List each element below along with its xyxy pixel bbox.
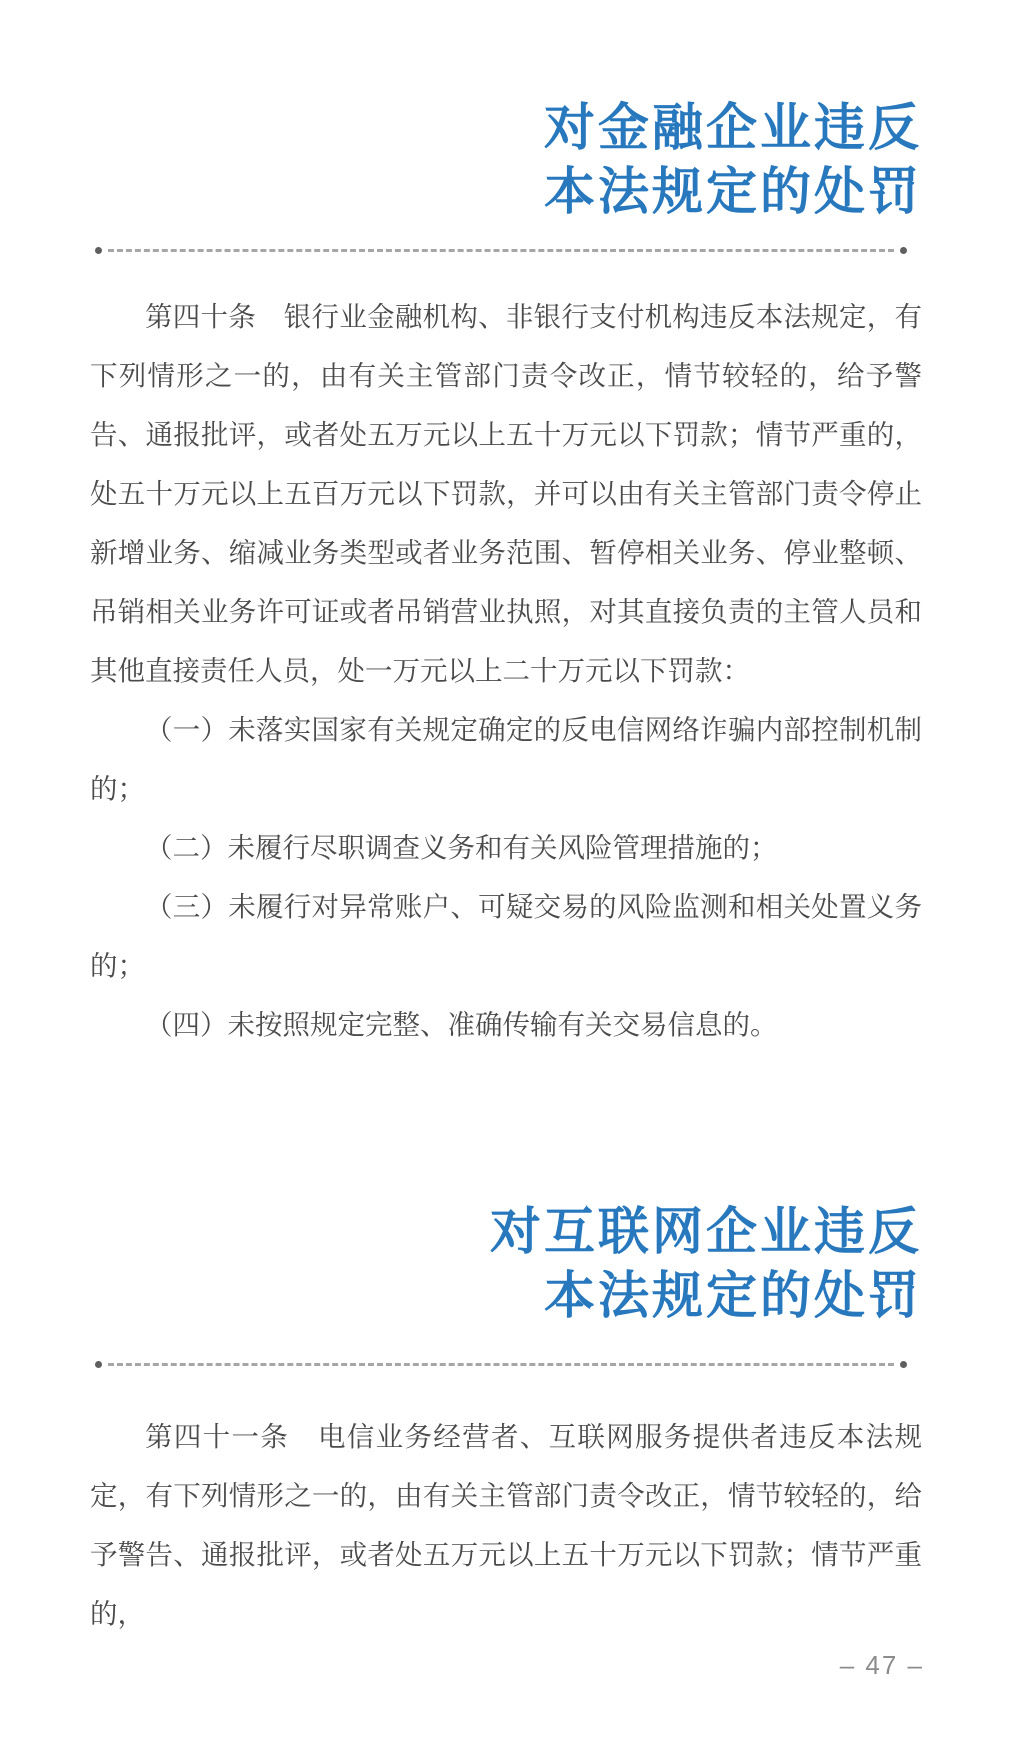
- list-item: （二）未履行尽职调查义务和有关风险管理措施的；: [145, 832, 778, 863]
- list-item: （四）未按照规定完整、准确传输有关交易信息的。: [145, 1009, 778, 1040]
- section-heading-financial-enterprises: [90, 0, 922, 224]
- section-heading-internet-enterprises: [90, 1200, 922, 1328]
- divider-dashed-line: [108, 249, 894, 252]
- list-item: （三）未履行对异常账户、可疑交易的风险监测和相关处置义务的；: [90, 891, 922, 981]
- page-number: – 47 –: [839, 1650, 924, 1680]
- article-40-text: [90, 287, 922, 1054]
- divider-dot-right: [900, 247, 907, 254]
- divider-dot-left: [95, 247, 102, 254]
- divider-dashed-line: [108, 1363, 894, 1366]
- list-item: （一）未落实国家有关规定确定的反电信网络诈骗内部控制机制的；: [90, 714, 922, 804]
- divider-dot-left: [95, 1361, 102, 1368]
- divider-dot-right: [900, 1361, 907, 1368]
- page-content: [90, 0, 922, 1643]
- article-41-text: [90, 1407, 922, 1643]
- heading-line: 对金融企业违反: [543, 99, 922, 156]
- section-divider: [95, 1360, 907, 1368]
- heading-line: 本法规定的处罚: [543, 163, 922, 220]
- body-paragraph: 第四十条 银行业金融机构、非银行支付机构违反本法规定，有下列情形之一的，由有关主管部门责令改正，情节较轻的，给予警告、通报批评，或者处五万元以上五十万元以下罚款；情节严重的，处五十万元以上五百万元以下罚款，并可以由有关主管部门责令停止新增业务、缩减业务类型或者业务范围、暂停相关业务、停业整顿、吊销相关业务许可证或者吊销营业执照，对其直接负责的主管人员和其他直接责任人员，处一万元以上二十万元以下罚款：: [90, 301, 922, 686]
- body-paragraph: 第四十一条 电信业务经营者、互联网服务提供者违反本法规定，有下列情形之一的，由有关主管部门责令改正，情节较轻的，给予警告、通报批评，或者处五万元以上五十万元以下罚款；情节严重的，: [90, 1421, 922, 1629]
- heading-line: 本法规定的处罚: [543, 1267, 922, 1324]
- section-divider: [95, 246, 907, 254]
- heading-line: 对互联网企业违反: [489, 1203, 922, 1260]
